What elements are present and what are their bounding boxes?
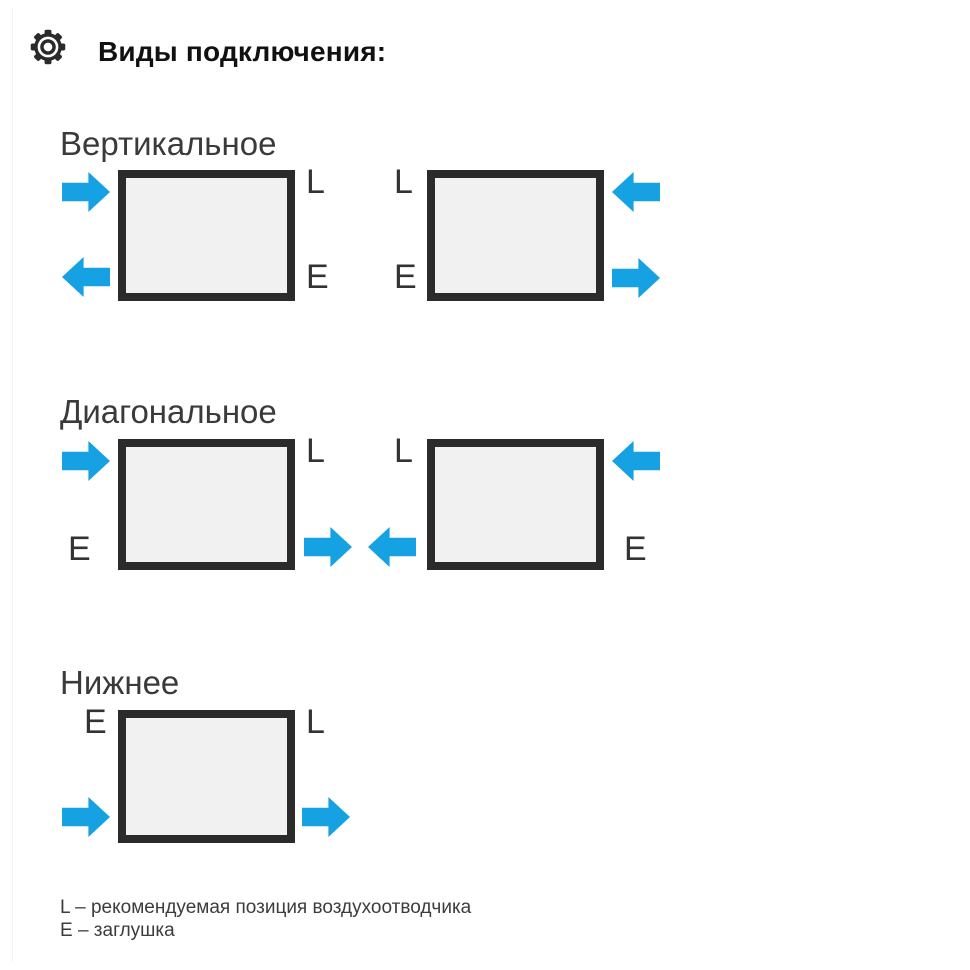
inlet-arrow-icon xyxy=(62,172,110,212)
outlet-arrow-icon xyxy=(304,527,352,567)
inlet-arrow-icon xyxy=(612,441,660,481)
radiator-box xyxy=(118,439,295,570)
outlet-arrow-icon xyxy=(62,257,110,297)
page-title: Виды подключения: xyxy=(98,36,387,67)
port-label-l: L xyxy=(306,432,325,470)
port-label-e: E xyxy=(68,530,91,568)
inlet-arrow-icon xyxy=(62,797,110,837)
port-label-l: L xyxy=(306,163,325,201)
section-title-vertical: Вертикальное xyxy=(60,125,277,162)
outlet-arrow-icon xyxy=(368,527,416,567)
card-edge-line xyxy=(12,8,13,962)
legend-line-e: E – заглушка xyxy=(60,920,175,941)
gear-icon xyxy=(29,26,67,68)
radiator-box xyxy=(118,710,295,843)
port-label-e: E xyxy=(394,258,417,296)
radiator-box xyxy=(118,170,295,301)
port-label-e: E xyxy=(306,258,329,296)
radiator-box xyxy=(427,170,604,301)
port-label-e: E xyxy=(84,703,107,741)
section-title-diagonal: Диагональное xyxy=(60,393,277,430)
radiator-box xyxy=(427,439,604,570)
port-label-l: L xyxy=(394,163,413,201)
outlet-arrow-icon xyxy=(612,258,660,298)
port-label-l: L xyxy=(306,703,325,741)
inlet-arrow-icon xyxy=(612,172,660,212)
port-label-e: E xyxy=(624,530,647,568)
inlet-arrow-icon xyxy=(62,441,110,481)
outlet-arrow-icon xyxy=(302,797,350,837)
port-label-l: L xyxy=(394,432,413,470)
section-title-bottom: Нижнее xyxy=(60,664,180,701)
legend-line-l: L – рекомендуемая позиция воздухоотводчика xyxy=(60,897,472,918)
